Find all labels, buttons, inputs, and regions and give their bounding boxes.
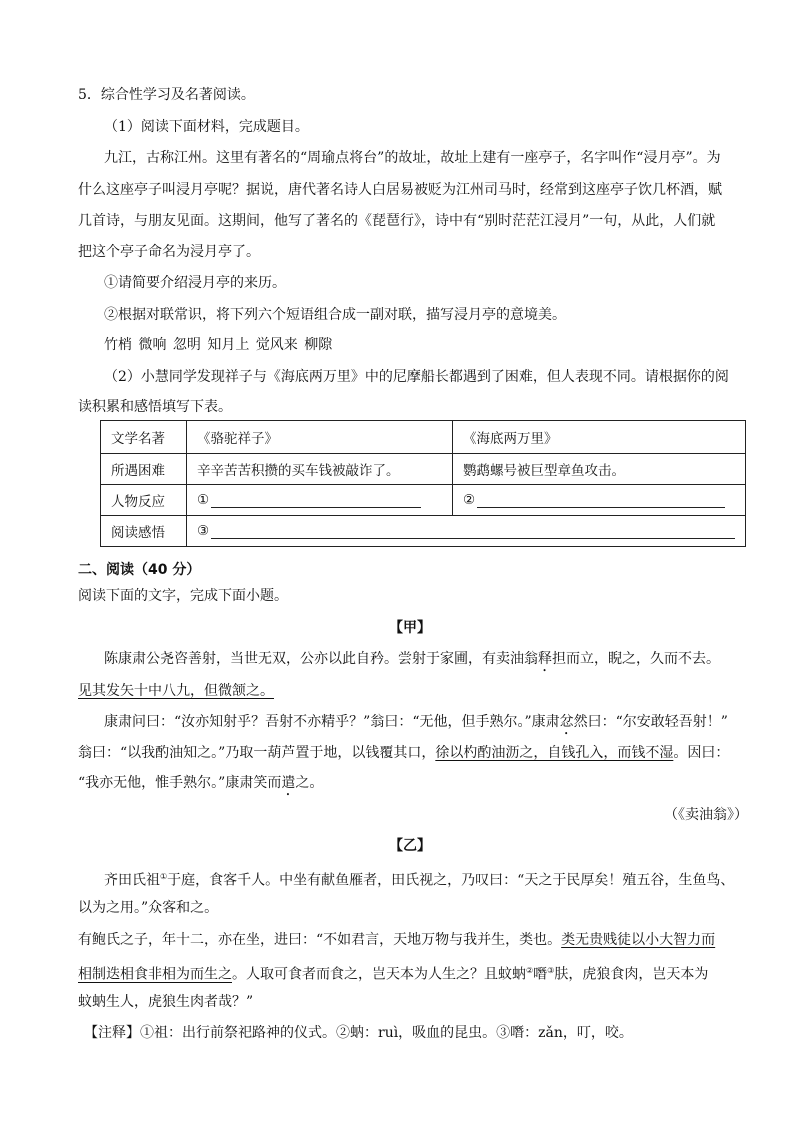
section-heading: 二、阅读（40 分） bbox=[78, 562, 201, 578]
phrase-list: 竹梢 微响 忽明 知月上 觉风来 柳隙 bbox=[104, 337, 333, 353]
answer-cell-2[interactable] bbox=[453, 485, 746, 516]
table-row bbox=[101, 516, 746, 547]
text-segment: 噆 bbox=[533, 966, 548, 983]
yi-paragraph-2-line2 bbox=[78, 961, 708, 985]
table-cell: 阅读感悟 bbox=[101, 516, 187, 547]
dotted-character: 遣 bbox=[281, 775, 296, 791]
text-segment: 翁曰：“以我酌油知之。”乃取一葫芦置于地，以钱覆其口， bbox=[78, 745, 436, 761]
yi-paragraph-1-line2: 以为之用。”众客和之。 bbox=[78, 900, 219, 916]
yi-paragraph-2 bbox=[78, 930, 715, 950]
jia-paragraph-2 bbox=[104, 712, 728, 738]
question-5-part2-cont: 读积累和感悟填写下表。 bbox=[78, 399, 232, 415]
text-segment: 有鲍氏之子，年十二，亦在坐，进曰：“不如君言，天地万物与我并生，类也。 bbox=[78, 932, 562, 948]
text-segment: 之。 bbox=[295, 775, 324, 791]
passage-jia-label: 【甲】 bbox=[389, 620, 431, 636]
jia-paragraph-2-line2 bbox=[78, 743, 729, 763]
jia-underlined-sentence: 见其发矢十中八九，但微颔之。 bbox=[78, 683, 274, 699]
text-segment: “我亦无他，惟手熟尔。”康肃笑而 bbox=[78, 775, 282, 791]
jia-paragraph-2-line3 bbox=[78, 773, 323, 799]
table-row bbox=[101, 485, 746, 516]
passage-line: 什么这座亭子叫浸月亭呢？据说，唐代著名诗人白居易被贬为江州司马时，经常到这座亭子饮几杯酒，赋 bbox=[78, 182, 722, 198]
section-intro: 阅读下面的文字，完成下面小题。 bbox=[78, 588, 288, 604]
answer-marker: ② bbox=[463, 492, 476, 508]
text-segment: 然曰：“尔安敢轻吾射！” bbox=[573, 714, 728, 730]
answer-marker: ① bbox=[197, 492, 210, 508]
dotted-character: 忿 bbox=[559, 714, 574, 730]
footnote-marker: ② bbox=[526, 966, 534, 975]
dotted-character: 释 bbox=[538, 651, 552, 667]
text-segment: 肤，虎狼食肉，岂天本为 bbox=[554, 966, 709, 983]
annotation-notes bbox=[84, 1023, 633, 1043]
table-cell: 《骆驼祥子》 bbox=[187, 421, 453, 454]
task-2: ②根据对联常识，将下列六个短语组合成一副对联，描写浸月亭的意境美。 bbox=[104, 307, 566, 323]
footnote-marker: ① bbox=[160, 872, 168, 881]
question-5-part2: （2）小慧同学发现祥子与《海底两万里》中的尼摩船长都遇到了困难，但人表现不同。请根据你的阅 bbox=[104, 369, 729, 385]
table-cell: 文学名著 bbox=[101, 421, 187, 454]
underlined-sentence: 类无贵贱徒以小大智力而 bbox=[561, 932, 716, 948]
text-segment: 康肃问曰：“汝亦知射乎？吾射不亦精乎？”翁曰：“无他，但手熟尔。”康肃 bbox=[104, 714, 560, 730]
jia-paragraph-1 bbox=[104, 649, 720, 675]
text-segment: 齐田氏祖 bbox=[104, 872, 160, 889]
table-cell: 鹦鹉螺号被巨型章鱼攻击。 bbox=[453, 454, 746, 485]
task-1: ①请简要介绍浸月亭的来历。 bbox=[104, 275, 286, 291]
table-cell: 辛辛苦苦积攒的买车钱被敲诈了。 bbox=[187, 454, 453, 485]
underlined-sentence: 相制迭相食非相为而生之 bbox=[78, 966, 232, 983]
notes-label: 【注释】 bbox=[84, 1025, 140, 1041]
text-segment: 。人取可食者而食之，岂天本为人生之？且蚊蚋 bbox=[232, 966, 526, 983]
yi-paragraph-1 bbox=[104, 867, 734, 891]
table-row bbox=[101, 421, 746, 454]
footnote-marker: ③ bbox=[547, 966, 555, 975]
underlined-sentence: 徐以杓酌油沥之，自钱孔入，而钱不湿 bbox=[435, 745, 674, 761]
answer-cell-1[interactable] bbox=[187, 485, 453, 516]
table-row bbox=[101, 454, 746, 485]
yi-paragraph-2-line3: 蚊蚋生人，虎狼生肉者哉？” bbox=[78, 994, 254, 1010]
passage-line: 把这个亭子命名为浸月亭了。 bbox=[78, 244, 260, 260]
literature-table bbox=[100, 420, 746, 547]
passage-line: 九江，古称江州。这里有著名的“周瑜点将台”的故址，故址上建有一座亭子，名字叫作“浸月亭”。为 bbox=[104, 150, 721, 166]
text-segment: 陈康肃公尧咨善射，当世无双，公亦以此自矜。尝射于家圃，有卖油翁 bbox=[104, 651, 538, 667]
answer-marker: ③ bbox=[197, 523, 210, 539]
answer-cell-3[interactable] bbox=[187, 516, 746, 547]
answer-blank[interactable] bbox=[477, 493, 725, 508]
text-segment: 于庭，食客千人。中坐有献鱼雁者，田氏视之，乃叹曰：“天之于民厚矣！殖五谷，生鱼鸟、 bbox=[167, 872, 735, 889]
jia-source: （《卖油翁》） bbox=[664, 807, 748, 823]
text-segment: 。因曰： bbox=[673, 745, 730, 761]
answer-blank[interactable] bbox=[211, 493, 421, 508]
table-cell: 人物反应 bbox=[101, 485, 187, 516]
table-cell: 所遇困难 bbox=[101, 454, 187, 485]
question-5-part1: （1）阅读下面材料，完成题目。 bbox=[104, 119, 309, 135]
text-segment: 担而立，睨之，久而不去。 bbox=[552, 651, 720, 667]
notes-text: ①祖：出行前祭祀路神的仪式。②蚋：ruì，吸血的昆虫。③噆：zǎn，叮，咬。 bbox=[140, 1025, 633, 1041]
answer-blank[interactable] bbox=[211, 524, 735, 539]
table-cell: 《海底两万里》 bbox=[453, 421, 746, 454]
passage-line: 几首诗，与朋友见面。这期间，他写了著名的《琵琶行》，诗中有“别时茫茫江浸月”一句，从此，人们就 bbox=[78, 213, 716, 229]
question-5-title: 5．综合性学习及名著阅读。 bbox=[78, 87, 255, 103]
passage-yi-label: 【乙】 bbox=[389, 838, 431, 854]
